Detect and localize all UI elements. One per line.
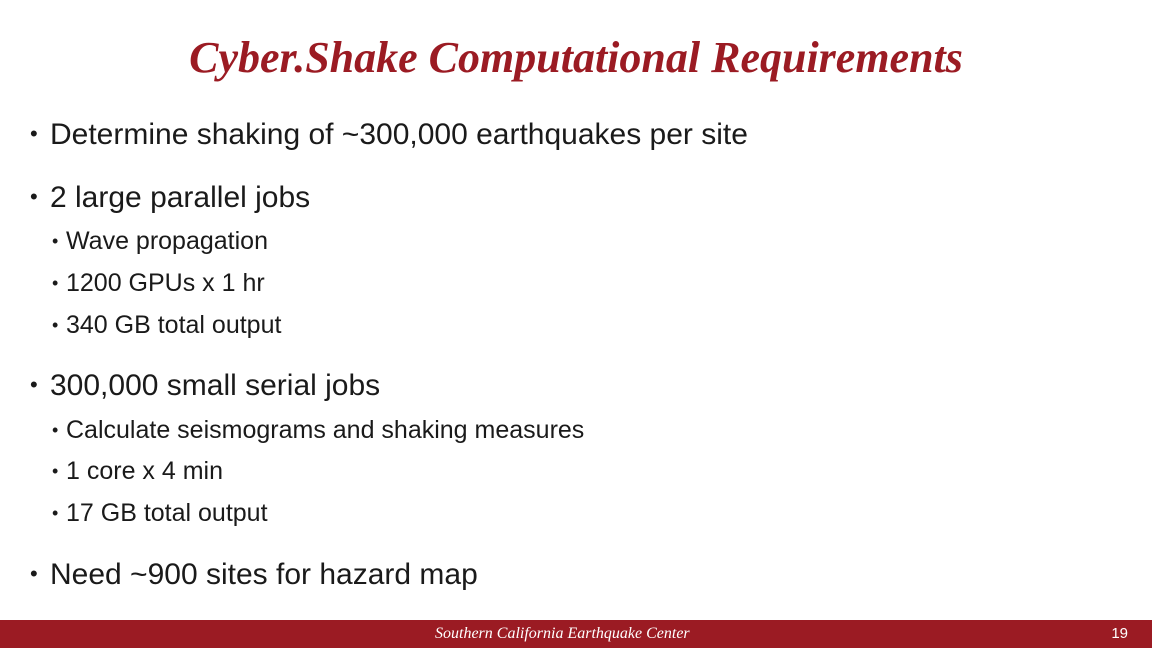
page-number: 19 [1111,625,1128,642]
bullet-item [30,116,748,153]
slide-title: Cyber.Shake Computational Requirements [189,33,963,82]
bullet-marker: • [52,503,59,523]
footer-organization: Southern California Earthquake Center [435,625,690,642]
sub-bullet-item [52,268,265,298]
sub-bullet-text: 1200 GPUs x 1 hr [66,269,265,297]
bullet-marker: • [52,273,59,293]
sub-bullet-item [52,456,223,486]
bullet-text: 2 large parallel jobs [50,181,311,214]
sub-bullet-text: 17 GB total output [66,499,268,527]
bullet-marker: • [52,420,59,440]
bullet-marker: • [52,231,59,251]
bullet-text: 300,000 small serial jobs [50,369,381,402]
bullet-marker: • [30,184,38,209]
bullet-item [30,367,380,404]
sub-bullet-item [52,498,268,528]
sub-bullet-text: 340 GB total output [66,311,282,339]
bullet-marker: • [30,561,38,586]
bullet-item [30,556,478,593]
bullet-item [30,179,310,216]
bullet-marker: • [30,121,38,146]
bullet-marker: • [52,461,59,481]
sub-bullet-item [52,310,281,340]
bullet-text: Determine shaking of ~300,000 earthquakes per site [50,118,748,151]
sub-bullet-item [52,415,584,445]
sub-bullet-text: 1 core x 4 min [66,457,224,485]
sub-bullet-item [52,226,268,256]
sub-bullet-text: Calculate seismograms and shaking measures [66,416,585,444]
footer-bar [0,620,1152,648]
bullet-marker: • [30,372,38,397]
bullet-marker: • [52,315,59,335]
sub-bullet-text: Wave propagation [66,227,268,255]
bullet-text: Need ~900 sites for hazard map [50,558,478,591]
